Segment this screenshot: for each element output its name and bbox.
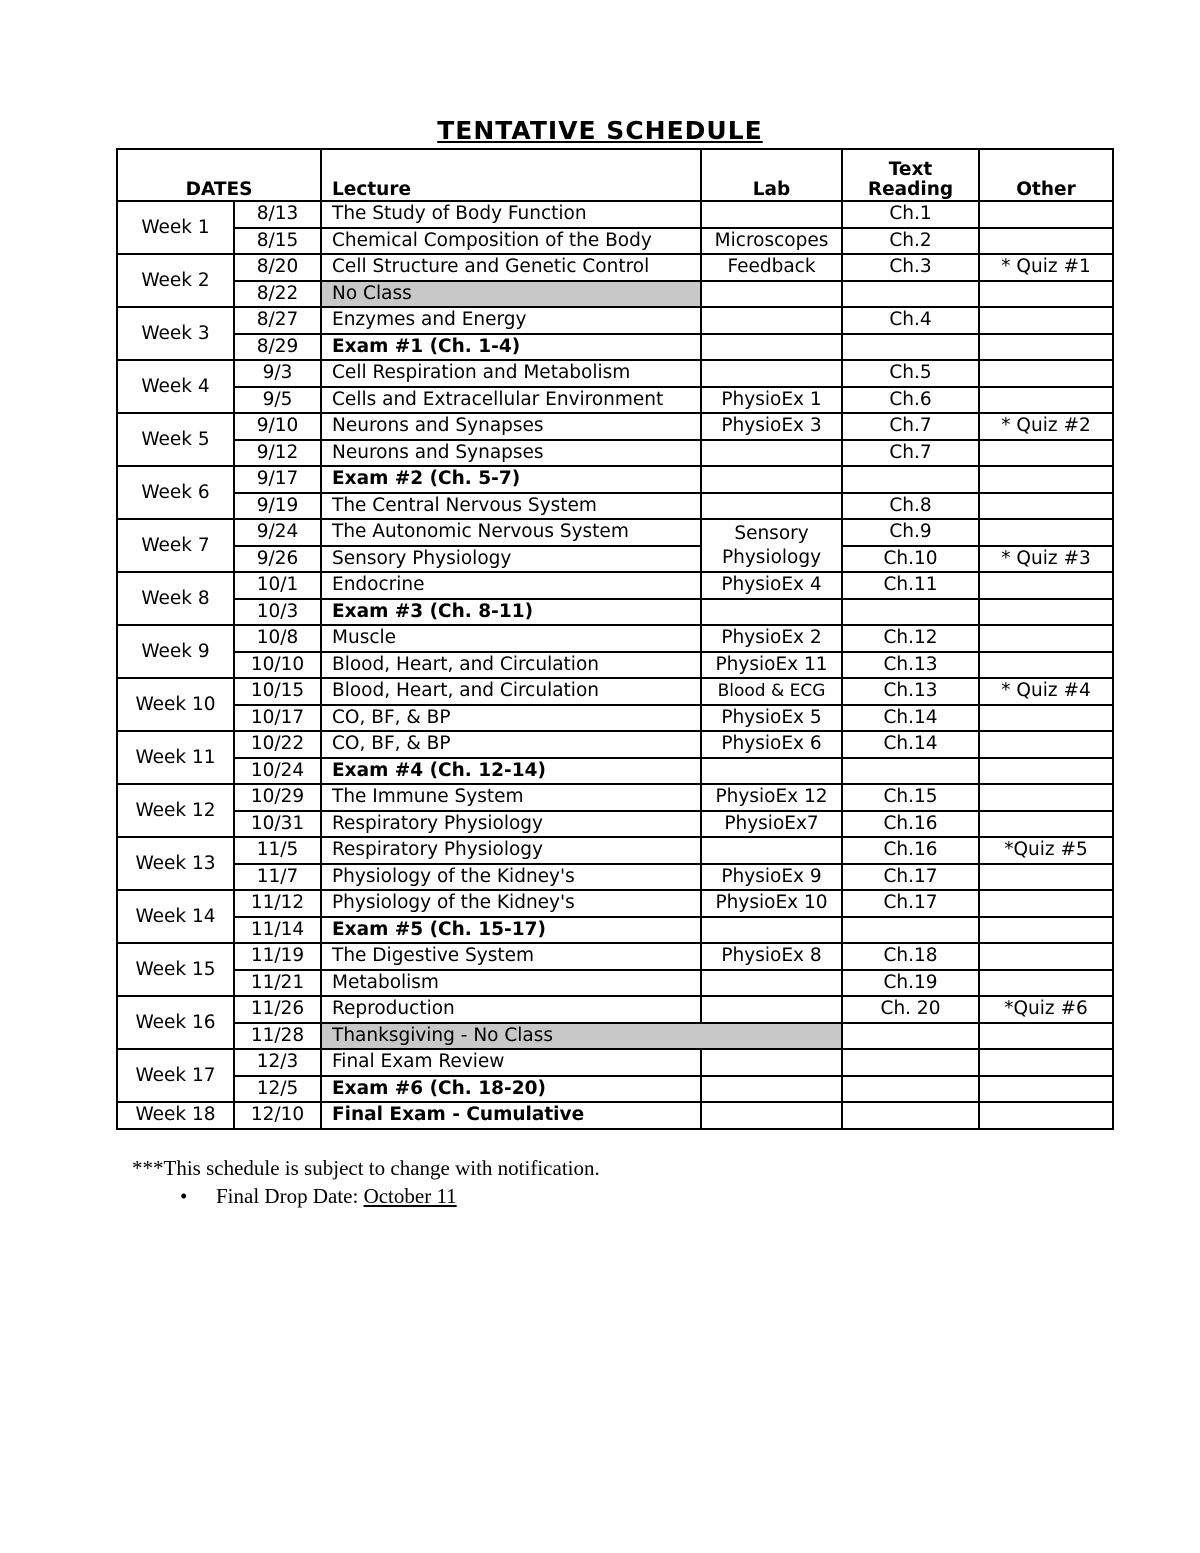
other-cell	[979, 625, 1113, 652]
reading-cell	[842, 758, 979, 785]
table-row	[117, 784, 1113, 811]
schedule-note: ***This schedule is subject to change with notification.	[132, 1156, 600, 1180]
reading-cell: Ch.17	[842, 890, 979, 917]
reading-cell: Ch.14	[842, 731, 979, 758]
lecture-cell: Exam #6 (Ch. 18-20)	[321, 1076, 701, 1103]
lecture-cell: Enzymes and Energy	[321, 307, 701, 334]
date-cell: 10/31	[234, 811, 321, 838]
date-cell: 10/8	[234, 625, 321, 652]
lecture-cell: Neurons and Synapses	[321, 413, 701, 440]
lecture-cell: CO, BF, & BP	[321, 705, 701, 732]
reading-cell: Ch.13	[842, 652, 979, 679]
lecture-cell: The Immune System	[321, 784, 701, 811]
drop-date-label: Final Drop Date:	[216, 1184, 364, 1208]
week-label: Week 16	[117, 996, 234, 1049]
lab-cell: PhysioEx 8	[701, 943, 842, 970]
lab-cell	[701, 440, 842, 467]
date-cell: 8/20	[234, 254, 321, 281]
date-cell: 9/17	[234, 466, 321, 493]
week-label: Week 2	[117, 254, 234, 307]
other-cell	[979, 360, 1113, 387]
lab-cell	[701, 1049, 842, 1076]
reading-cell: Ch.18	[842, 943, 979, 970]
other-cell: *Quiz #5	[979, 837, 1113, 864]
lecture-cell: CO, BF, & BP	[321, 731, 701, 758]
week-label: Week 13	[117, 837, 234, 890]
date-cell: 11/21	[234, 970, 321, 997]
reading-cell: Ch.2	[842, 228, 979, 255]
lab-cell	[701, 599, 842, 626]
date-cell: 12/3	[234, 1049, 321, 1076]
reading-cell	[842, 466, 979, 493]
reading-cell: Ch.11	[842, 572, 979, 599]
date-cell: 9/26	[234, 546, 321, 573]
other-cell	[979, 519, 1113, 546]
table-row	[117, 758, 1113, 785]
lecture-cell: The Digestive System	[321, 943, 701, 970]
other-cell	[979, 784, 1113, 811]
lab-cell: PhysioEx 5	[701, 705, 842, 732]
lab-cell	[701, 758, 842, 785]
table-row	[117, 201, 1113, 228]
week-label: Week 15	[117, 943, 234, 996]
other-cell	[979, 466, 1113, 493]
lecture-cell: No Class	[321, 281, 701, 308]
lecture-cell: Exam #4 (Ch. 12-14)	[321, 758, 701, 785]
date-cell: 8/13	[234, 201, 321, 228]
lab-cell	[701, 466, 842, 493]
other-cell	[979, 281, 1113, 308]
date-cell: 10/1	[234, 572, 321, 599]
lab-cell	[701, 917, 842, 944]
other-cell	[979, 440, 1113, 467]
date-cell: 11/7	[234, 864, 321, 891]
date-cell: 9/3	[234, 360, 321, 387]
lecture-cell: Physiology of the Kidney's	[321, 864, 701, 891]
other-cell	[979, 1049, 1113, 1076]
week-label: Week 7	[117, 519, 234, 572]
other-cell	[979, 201, 1113, 228]
reading-cell	[842, 917, 979, 944]
lab-cell	[701, 360, 842, 387]
table-row	[117, 546, 1113, 573]
week-label: Week 4	[117, 360, 234, 413]
other-cell	[979, 493, 1113, 520]
reading-cell: Ch.1	[842, 201, 979, 228]
lecture-cell: Sensory Physiology	[321, 546, 701, 573]
table-row	[117, 493, 1113, 520]
other-cell	[979, 811, 1113, 838]
date-cell: 8/15	[234, 228, 321, 255]
lecture-cell: The Autonomic Nervous System	[321, 519, 701, 546]
table-row	[117, 1076, 1113, 1103]
lab-cell: PhysioEx 10	[701, 890, 842, 917]
other-cell	[979, 705, 1113, 732]
date-cell: 8/27	[234, 307, 321, 334]
table-row	[117, 811, 1113, 838]
table-row	[117, 1102, 1113, 1129]
date-cell: 9/19	[234, 493, 321, 520]
date-cell: 10/10	[234, 652, 321, 679]
week-label: Week 3	[117, 307, 234, 360]
lecture-cell: Muscle	[321, 625, 701, 652]
date-cell: 11/12	[234, 890, 321, 917]
reading-cell: Ch.3	[842, 254, 979, 281]
other-cell	[979, 890, 1113, 917]
reading-cell: Ch.19	[842, 970, 979, 997]
lab-cell	[701, 1076, 842, 1103]
lecture-cell: Endocrine	[321, 572, 701, 599]
lecture-cell: Respiratory Physiology	[321, 811, 701, 838]
table-row	[117, 1023, 1113, 1050]
table-row	[117, 890, 1113, 917]
lecture-cell: Cell Respiration and Metabolism	[321, 360, 701, 387]
date-cell: 11/26	[234, 996, 321, 1023]
other-cell	[979, 917, 1113, 944]
lecture-cell: Blood, Heart, and Circulation	[321, 678, 701, 705]
table-row	[117, 519, 1113, 546]
lab-cell: Blood & ECG	[701, 678, 842, 705]
week-label: Week 1	[117, 201, 234, 254]
other-cell	[979, 334, 1113, 361]
reading-cell: Ch.12	[842, 625, 979, 652]
header-lab: Lab	[701, 149, 842, 201]
lecture-cell: Chemical Composition of the Body	[321, 228, 701, 255]
reading-cell	[842, 334, 979, 361]
table-row	[117, 228, 1113, 255]
table-row	[117, 440, 1113, 467]
reading-cell	[842, 599, 979, 626]
lab-cell: PhysioEx 12	[701, 784, 842, 811]
other-cell	[979, 758, 1113, 785]
header-dates: DATES	[117, 149, 321, 201]
lecture-cell: Final Exam Review	[321, 1049, 701, 1076]
lab-cell: PhysioEx 11	[701, 652, 842, 679]
week-label: Week 14	[117, 890, 234, 943]
table-row	[117, 599, 1113, 626]
other-cell	[979, 970, 1113, 997]
date-cell: 10/3	[234, 599, 321, 626]
table-row	[117, 864, 1113, 891]
other-cell	[979, 943, 1113, 970]
schedule-table	[116, 148, 1114, 1130]
other-cell: * Quiz #2	[979, 413, 1113, 440]
date-cell: 8/29	[234, 334, 321, 361]
lab-cell	[701, 334, 842, 361]
reading-cell: Ch.5	[842, 360, 979, 387]
reading-cell: Ch.13	[842, 678, 979, 705]
lab-cell: PhysioEx 1	[701, 387, 842, 414]
lab-cell	[701, 201, 842, 228]
reading-cell: Ch. 20	[842, 996, 979, 1023]
other-cell	[979, 1023, 1113, 1050]
lab-cell: PhysioEx 9	[701, 864, 842, 891]
lab-cell: Sensory Physiology	[701, 519, 842, 572]
lecture-cell: Reproduction	[321, 996, 701, 1023]
week-label: Week 18	[117, 1102, 234, 1129]
date-cell: 12/5	[234, 1076, 321, 1103]
reading-cell: Ch.4	[842, 307, 979, 334]
schedule-body	[117, 201, 1113, 1129]
lecture-cell: Exam #3 (Ch. 8-11)	[321, 599, 701, 626]
date-cell: 8/22	[234, 281, 321, 308]
date-cell: 9/5	[234, 387, 321, 414]
lab-cell: Microscopes	[701, 228, 842, 255]
drop-date-item	[180, 1184, 457, 1209]
week-label: Week 9	[117, 625, 234, 678]
other-cell	[979, 599, 1113, 626]
week-label: Week 11	[117, 731, 234, 784]
week-label: Week 17	[117, 1049, 234, 1102]
table-row	[117, 360, 1113, 387]
lab-cell	[701, 837, 842, 864]
lab-cell	[701, 281, 842, 308]
table-row	[117, 307, 1113, 334]
lecture-cell: Exam #5 (Ch. 15-17)	[321, 917, 701, 944]
date-cell: 9/12	[234, 440, 321, 467]
table-row	[117, 705, 1113, 732]
table-row	[117, 334, 1113, 361]
table-row	[117, 996, 1113, 1023]
reading-cell: Ch.17	[842, 864, 979, 891]
other-cell: * Quiz #3	[979, 546, 1113, 573]
table-row	[117, 917, 1113, 944]
other-cell	[979, 1102, 1113, 1129]
week-label: Week 8	[117, 572, 234, 625]
other-cell	[979, 864, 1113, 891]
other-cell	[979, 652, 1113, 679]
other-cell: * Quiz #1	[979, 254, 1113, 281]
lab-cell	[701, 1102, 842, 1129]
reading-cell: Ch.7	[842, 413, 979, 440]
lecture-cell: Exam #1 (Ch. 1-4)	[321, 334, 701, 361]
lecture-cell: Metabolism	[321, 970, 701, 997]
header-row	[117, 149, 1113, 201]
reading-cell	[842, 1102, 979, 1129]
reading-cell: Ch.14	[842, 705, 979, 732]
lab-cell: PhysioEx 6	[701, 731, 842, 758]
date-cell: 10/15	[234, 678, 321, 705]
page-title: TENTATIVE SCHEDULE	[437, 116, 763, 145]
lecture-cell: Final Exam - Cumulative	[321, 1102, 701, 1129]
table-row	[117, 652, 1113, 679]
other-cell	[979, 731, 1113, 758]
date-cell: 11/14	[234, 917, 321, 944]
week-label: Week 10	[117, 678, 234, 731]
lecture-cell: Thanksgiving - No Class	[321, 1023, 842, 1050]
week-label: Week 6	[117, 466, 234, 519]
date-cell: 10/17	[234, 705, 321, 732]
date-cell: 9/24	[234, 519, 321, 546]
lecture-cell: Cell Structure and Genetic Control	[321, 254, 701, 281]
other-cell	[979, 572, 1113, 599]
table-row	[117, 970, 1113, 997]
bullet-icon: •	[180, 1184, 188, 1208]
date-cell: 9/10	[234, 413, 321, 440]
table-row	[117, 572, 1113, 599]
lab-cell	[701, 493, 842, 520]
reading-cell	[842, 281, 979, 308]
lab-cell: Feedback	[701, 254, 842, 281]
reading-cell: Ch.8	[842, 493, 979, 520]
table-row	[117, 837, 1113, 864]
lab-cell: PhysioEx 3	[701, 413, 842, 440]
lab-cell	[701, 996, 842, 1023]
date-cell: 11/28	[234, 1023, 321, 1050]
lecture-cell: Cells and Extracellular Environment	[321, 387, 701, 414]
reading-cell	[842, 1023, 979, 1050]
header-lecture: Lecture	[321, 149, 701, 201]
date-cell: 11/5	[234, 837, 321, 864]
date-cell: 11/19	[234, 943, 321, 970]
table-row	[117, 625, 1113, 652]
reading-cell: Ch.6	[842, 387, 979, 414]
lecture-cell: The Central Nervous System	[321, 493, 701, 520]
other-cell	[979, 1076, 1113, 1103]
other-cell: *Quiz #6	[979, 996, 1113, 1023]
reading-cell: Ch.15	[842, 784, 979, 811]
table-row	[117, 254, 1113, 281]
table-row	[117, 731, 1113, 758]
lab-cell: PhysioEx7	[701, 811, 842, 838]
header-text-reading: Text Reading	[842, 149, 979, 201]
other-cell	[979, 387, 1113, 414]
lecture-cell: Respiratory Physiology	[321, 837, 701, 864]
reading-cell	[842, 1049, 979, 1076]
reading-cell	[842, 1076, 979, 1103]
lecture-cell: Physiology of the Kidney's	[321, 890, 701, 917]
week-label: Week 12	[117, 784, 234, 837]
lecture-cell: Blood, Heart, and Circulation	[321, 652, 701, 679]
lab-cell	[701, 307, 842, 334]
reading-cell: Ch.9	[842, 519, 979, 546]
lecture-cell: The Study of Body Function	[321, 201, 701, 228]
date-cell: 10/24	[234, 758, 321, 785]
reading-cell: Ch.16	[842, 837, 979, 864]
table-row	[117, 678, 1113, 705]
table-row	[117, 466, 1113, 493]
reading-cell: Ch.10	[842, 546, 979, 573]
reading-cell: Ch.7	[842, 440, 979, 467]
lecture-cell: Exam #2 (Ch. 5-7)	[321, 466, 701, 493]
other-cell	[979, 307, 1113, 334]
drop-date-value: October 11	[363, 1184, 457, 1208]
table-row	[117, 943, 1113, 970]
lecture-cell: Neurons and Synapses	[321, 440, 701, 467]
table-row	[117, 1049, 1113, 1076]
lab-cell: PhysioEx 4	[701, 572, 842, 599]
header-other: Other	[979, 149, 1113, 201]
table-row	[117, 281, 1113, 308]
date-cell: 12/10	[234, 1102, 321, 1129]
other-cell	[979, 228, 1113, 255]
other-cell: * Quiz #4	[979, 678, 1113, 705]
date-cell: 10/29	[234, 784, 321, 811]
week-label: Week 5	[117, 413, 234, 466]
date-cell: 10/22	[234, 731, 321, 758]
lab-cell	[701, 970, 842, 997]
lab-cell: PhysioEx 2	[701, 625, 842, 652]
reading-cell: Ch.16	[842, 811, 979, 838]
table-row	[117, 413, 1113, 440]
table-row	[117, 387, 1113, 414]
